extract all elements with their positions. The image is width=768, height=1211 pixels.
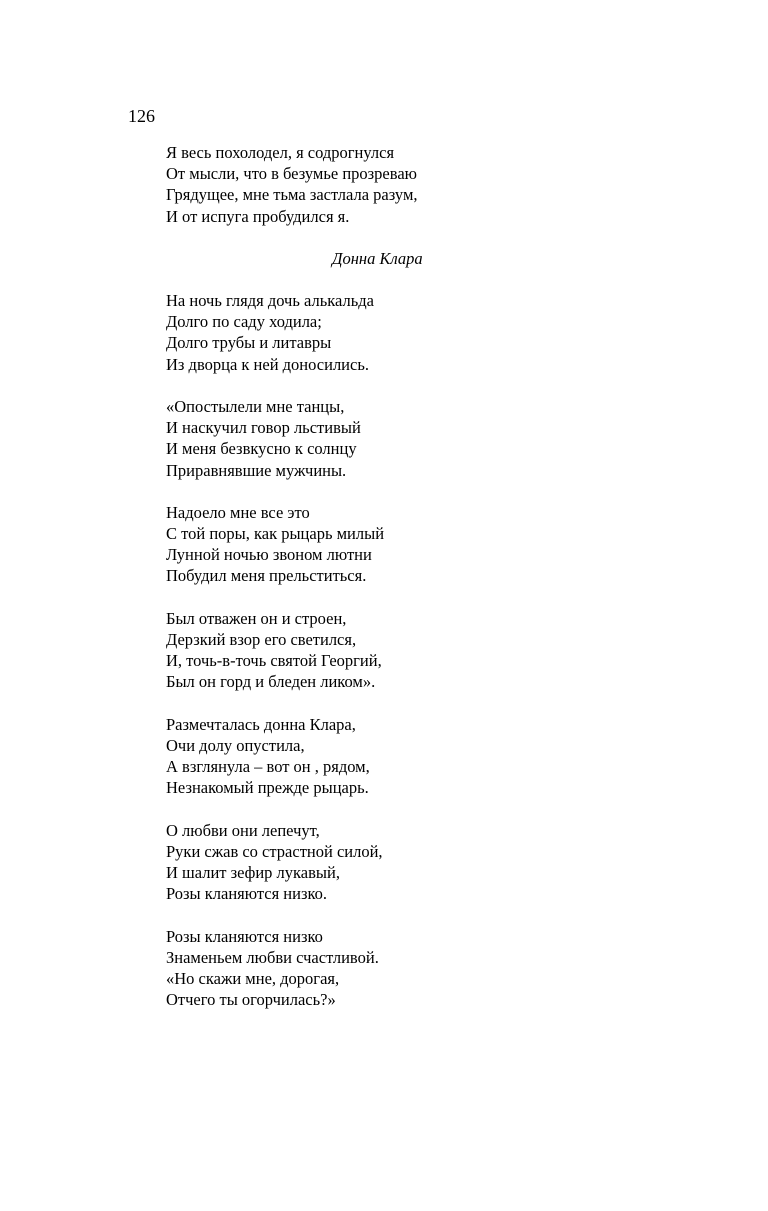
- poem-line: О любви они лепечут,: [166, 820, 320, 840]
- poem-line: Лунной ночью звоном лютни: [166, 545, 372, 565]
- poem-line: «Опостылели мне танцы,: [166, 396, 345, 416]
- stanza: [166, 608, 726, 693]
- poem-line: Незнакомый прежде рыцарь.: [166, 778, 369, 798]
- poem-line: Я весь похолодел, я содрогнулся: [166, 143, 395, 162]
- poem-line: И наскучил говор льстивый: [166, 418, 361, 438]
- poem-line: Был он горд и бледен ликом».: [166, 672, 376, 692]
- poem-title: Донна Клара: [332, 249, 423, 268]
- stanza: [166, 290, 726, 375]
- poem-line: С той поры, как рыцарь милый: [166, 524, 385, 544]
- poem-line: Дерзкий взор его светился,: [166, 630, 357, 649]
- poem-line: Долго по саду ходила;: [166, 312, 322, 332]
- poem-line: Очи долу опустила,: [166, 735, 305, 755]
- poem-line: Отчего ты огорчилась?»: [166, 990, 336, 1010]
- poem-line: Размечталась донна Клара,: [166, 714, 356, 734]
- poem-line: Приравнявшие мужчины.: [166, 460, 347, 480]
- stanza: [166, 714, 726, 799]
- poem-line: И шалит зефир лукавый,: [166, 863, 340, 883]
- poem-line: Розы кланяются низко.: [166, 884, 328, 904]
- poem-body: [166, 290, 726, 1032]
- poem-line: Руки сжав со страстной силой,: [166, 841, 383, 861]
- poem-line: А взглянула – вот он , рядом,: [166, 757, 370, 777]
- poem-line: На ночь глядя дочь алькальда: [166, 291, 374, 310]
- poem-line: Из дворца к ней доносились.: [166, 354, 369, 374]
- page-number: 126: [128, 106, 155, 126]
- poem-line: Надоело мне все это: [166, 502, 310, 522]
- poem-line: От мысли, что в безумье прозреваю: [166, 164, 417, 184]
- poem-line: Был отважен он и строен,: [166, 608, 347, 628]
- poem-line: Грядущее, мне тьма застлала разум,: [166, 185, 418, 205]
- stanza: [166, 926, 726, 1011]
- poem-line: «Но скажи мне, дорогая,: [166, 969, 340, 988]
- poem-line: Розы кланяются низко: [166, 926, 323, 946]
- stanza: [166, 502, 726, 587]
- stanza: [166, 396, 726, 481]
- poem-line: И от испуга пробудился я.: [166, 206, 350, 226]
- poem-line: Побудил меня прельститься.: [166, 566, 367, 586]
- poem-line: И меня безвкусно к солнцу: [166, 439, 357, 459]
- poem-line: И, точь-в-точь святой Георгий,: [166, 651, 382, 671]
- stanza: [166, 820, 726, 905]
- poem-line: Знаменьем любви счастливой.: [166, 947, 379, 967]
- intro-stanza: [166, 142, 726, 227]
- poem-line: Долго трубы и литавры: [166, 333, 332, 353]
